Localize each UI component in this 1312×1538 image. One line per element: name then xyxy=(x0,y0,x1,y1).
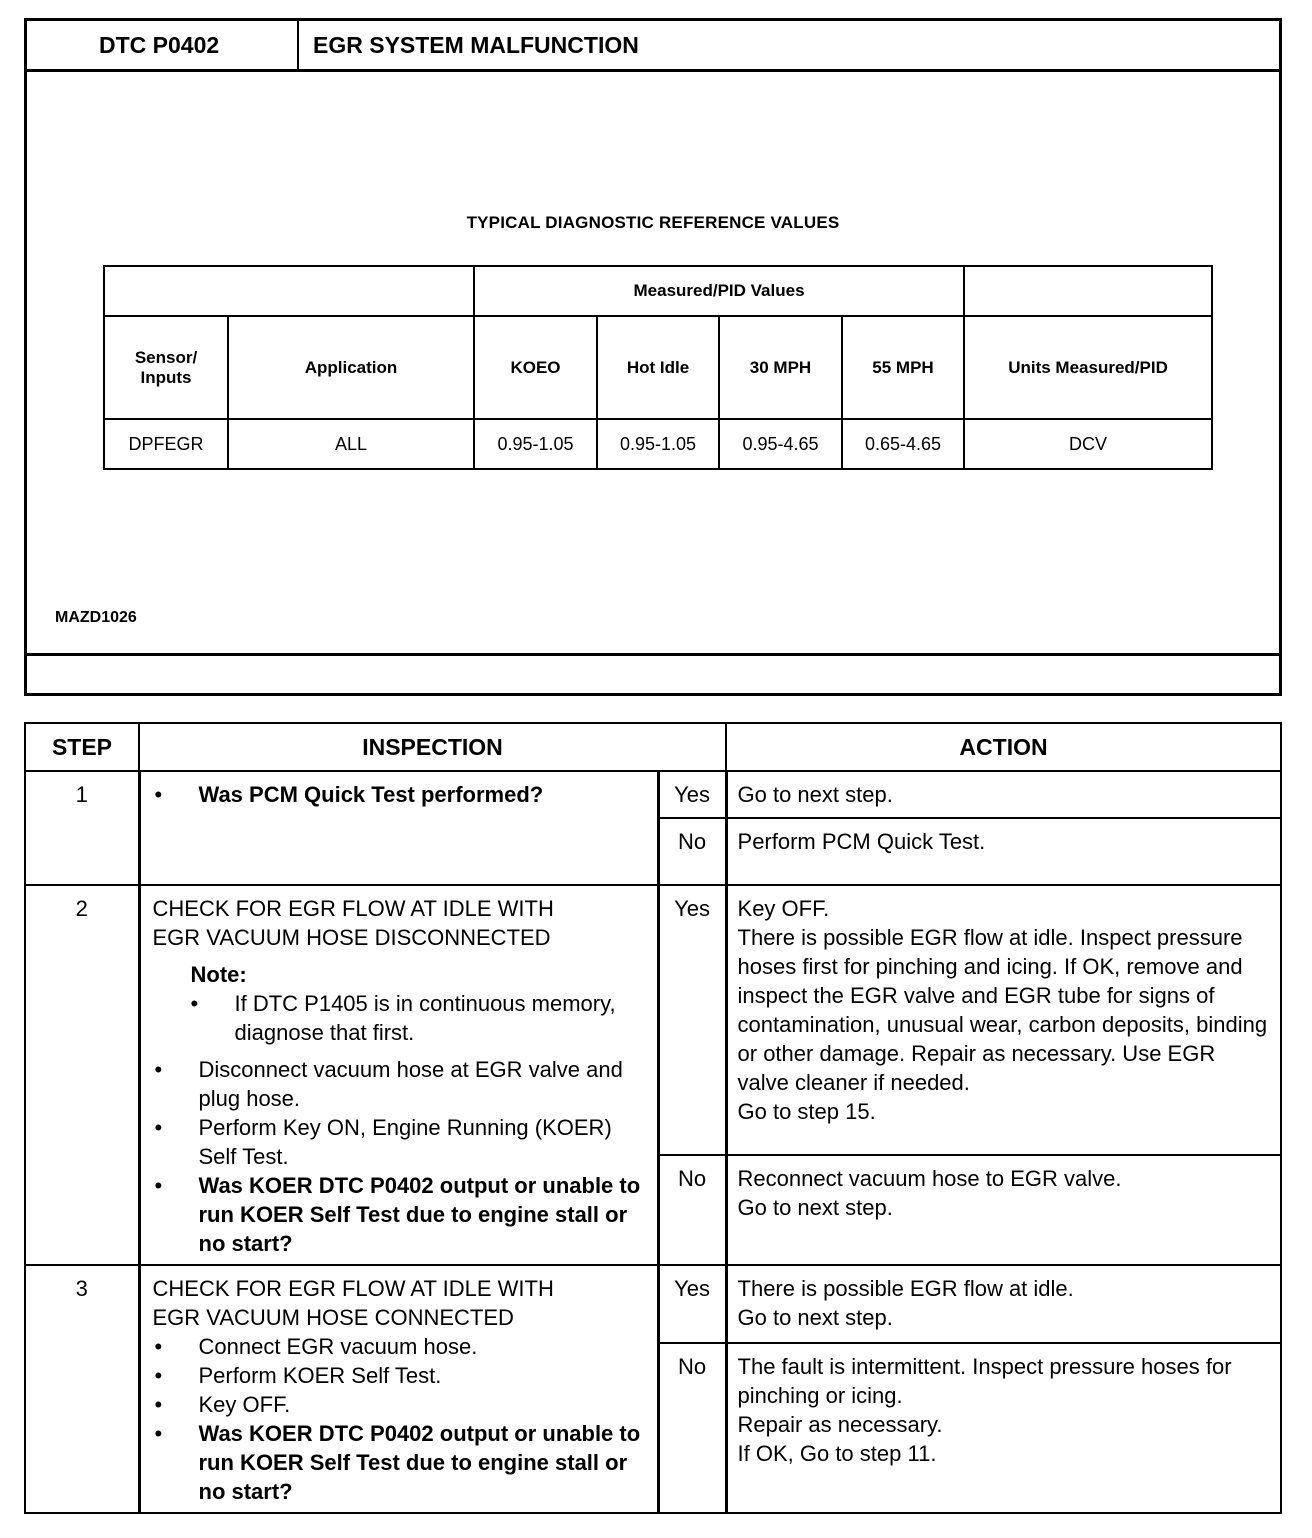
dtc-info-box xyxy=(24,18,1282,696)
bullet-icon: • xyxy=(154,1421,163,1446)
cell-units: DCV xyxy=(964,419,1212,469)
reference-table-title: TYPICAL DIAGNOSTIC REFERENCE VALUES xyxy=(466,213,840,232)
step-3-no-line-2: Repair as necessary. xyxy=(737,1412,943,1438)
step-2-yes-row xyxy=(25,885,1281,1155)
bullet-icon: • xyxy=(154,1115,163,1140)
step-number: 3 xyxy=(25,1265,139,1513)
step-2-yes-action xyxy=(726,885,1281,1155)
measured-values-header: Measured/PID Values xyxy=(474,266,964,316)
step-2-inspection xyxy=(139,885,658,1265)
cell-koeo: 0.95-1.05 xyxy=(474,419,597,469)
empty-header-cell xyxy=(104,266,474,316)
bullet-icon: • xyxy=(154,1173,163,1198)
yes-label: Yes xyxy=(658,885,726,1155)
step-1-yes-action: Go to next step. xyxy=(726,771,1281,818)
header-action: ACTION xyxy=(726,723,1281,771)
cell-30-mph: 0.95-4.65 xyxy=(719,419,842,469)
step-3-yes-line-2: Go to next step. xyxy=(737,1305,893,1330)
cell-55-mph: 0.65-4.65 xyxy=(842,419,964,469)
bullet-icon: • xyxy=(154,1392,163,1417)
cell-application: ALL xyxy=(228,419,474,469)
step-3-heading-line-2: EGR VACUUM HOSE CONNECTED xyxy=(152,1305,514,1330)
step-3-no-line-3: If OK, Go to step 11. xyxy=(737,1441,937,1467)
step-1-no-action: Perform PCM Quick Test. xyxy=(726,818,1281,885)
no-label: No xyxy=(658,1155,726,1265)
bullet-icon: • xyxy=(154,1334,163,1359)
step-3-heading-line-1: CHECK FOR EGR FLOW AT IDLE WITH xyxy=(152,1276,554,1301)
step-2-heading-line-1: CHECK FOR EGR FLOW AT IDLE WITH xyxy=(152,896,554,921)
table-row xyxy=(104,419,1212,469)
step-2-heading-line-2: EGR VACUUM HOSE DISCONNECTED xyxy=(152,925,551,950)
note-text: If DTC P1405 is in continuous memory, diagnose that first. xyxy=(234,991,616,1045)
step-2-no-action xyxy=(726,1155,1281,1265)
step-number: 2 xyxy=(25,885,139,1265)
step-3-no-line-1: The fault is intermittent. Inspect pressure hoses for pinching or icing. xyxy=(737,1354,1232,1409)
step-2-yes-line-3: Go to step 15. xyxy=(737,1099,876,1124)
steps-header-row xyxy=(25,723,1281,771)
step-1-question: Was PCM Quick Test performed? xyxy=(198,782,544,807)
bullet-icon: • xyxy=(190,991,199,1016)
dtc-code: DTC P0402 xyxy=(27,21,299,69)
reference-values-table xyxy=(103,265,1213,470)
dtc-header xyxy=(27,21,1279,72)
step-2-yes-line-1: Key OFF. xyxy=(737,896,830,921)
step-3-instruction-3: Key OFF. xyxy=(198,1392,291,1417)
figure-id: MAZD1026 xyxy=(55,609,137,626)
step-3-yes-action xyxy=(726,1265,1281,1343)
step-3-no-action xyxy=(726,1343,1281,1513)
step-3-inspection xyxy=(139,1265,658,1513)
cell-hot-idle: 0.95-1.05 xyxy=(597,419,719,469)
step-2-yes-line-2: There is possible EGR flow at idle. Inspect pressure hoses first for pinching and icing. If OK, remove and inspect the EGR valve and EGR tube for signs of contamination, unusual wear, carbon deposits, binding or other damage. Repair as necessary. Use EGR valve cleaner if needed. xyxy=(737,925,1268,1095)
step-3-question: Was KOER DTC P0402 output or unable to run KOER Self Test due to engine stall or no start? xyxy=(198,1421,641,1504)
step-1-inspection xyxy=(139,771,658,885)
col-koeo: KOEO xyxy=(474,316,597,419)
cell-sensor: DPFEGR xyxy=(104,419,228,469)
step-2-question: Was KOER DTC P0402 output or unable to run KOER Self Test due to engine stall or no start? xyxy=(198,1173,641,1256)
col-30-mph: 30 MPH xyxy=(719,316,842,419)
diagnostic-steps-table xyxy=(24,722,1282,1514)
step-1-yes-row xyxy=(25,771,1281,818)
empty-header-cell xyxy=(964,266,1212,316)
col-hot-idle: Hot Idle xyxy=(597,316,719,419)
note-label: Note: xyxy=(190,962,247,987)
bullet-icon: • xyxy=(154,782,163,807)
header-step: STEP xyxy=(25,723,139,771)
step-2-no-line-1: Reconnect vacuum hose to EGR valve. xyxy=(737,1166,1122,1192)
dtc-title: EGR SYSTEM MALFUNCTION xyxy=(313,32,639,58)
col-sensor-inputs-label: Sensor/ Inputs xyxy=(134,347,198,387)
no-label: No xyxy=(658,818,726,885)
step-3-instruction-1: Connect EGR vacuum hose. xyxy=(198,1334,478,1359)
divider xyxy=(27,653,1279,656)
step-2-instruction-1: Disconnect vacuum hose at EGR valve and plug hose. xyxy=(198,1057,623,1111)
bullet-icon: • xyxy=(154,1363,163,1388)
header-inspection: INSPECTION xyxy=(139,723,726,771)
yes-label: Yes xyxy=(658,771,726,818)
step-number: 1 xyxy=(25,771,139,885)
step-2-no-line-2: Go to next step. xyxy=(737,1195,893,1221)
yes-label: Yes xyxy=(658,1265,726,1343)
col-sensor-inputs xyxy=(104,316,228,419)
step-3-instruction-2: Perform KOER Self Test. xyxy=(198,1363,442,1388)
col-application: Application xyxy=(228,316,474,419)
step-2-instruction-2: Perform Key ON, Engine Running (KOER) Self Test. xyxy=(198,1115,612,1169)
bullet-icon: • xyxy=(154,1057,163,1082)
col-units: Units Measured/PID xyxy=(964,316,1212,419)
col-55-mph: 55 MPH xyxy=(842,316,964,419)
step-3-yes-line-1: There is possible EGR flow at idle. xyxy=(737,1276,1074,1301)
step-3-yes-row xyxy=(25,1265,1281,1343)
no-label: No xyxy=(658,1343,726,1513)
